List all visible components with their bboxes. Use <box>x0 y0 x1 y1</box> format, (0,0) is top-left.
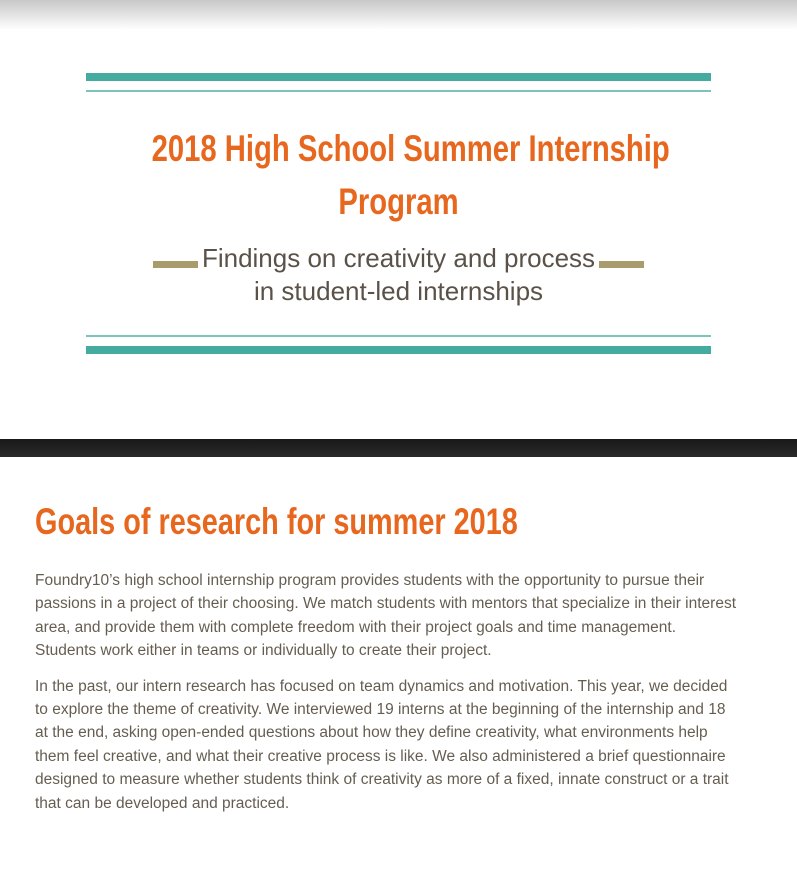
teal-rule-thick-bottom <box>86 346 711 354</box>
document-title-line-2: Program <box>338 181 459 222</box>
subtitle-dash-right <box>599 261 644 268</box>
subtitle-dash-left <box>153 261 198 268</box>
teal-rule-thin-bottom <box>86 335 711 337</box>
teal-rule-thin-top <box>86 90 711 92</box>
toolbar-shadow <box>0 0 797 30</box>
teal-rule-thick-top <box>86 73 711 81</box>
subtitle-row-1 <box>86 242 711 275</box>
body-paragraph-1: Foundry10’s high school internship program provides students with the opportunity to pursue their passions in a project of their choosing. We match students with mentors that specialize in their interest area, and provide them with complete freedom with their project goals and time management. Students work either in teams or individually to create their project. <box>35 572 737 660</box>
document-subtitle <box>86 242 711 308</box>
document-title-line-1: 2018 High School Summer Internship <box>151 128 670 169</box>
body-paragraph-2: In the past, our intern research has focused on team dynamics and motivation. This year, we decided to explore the theme of creativity. We interviewed 19 interns at the beginning of the internship and 18 at the end, asking open-ended questions about how they define creativity, what environments help them feel creative, and what their creative process is like. We also administered a brief questionnaire designed to measure whether students think of creativity as more of a fixed, innate construct or a trait that can be developed and practiced. <box>35 677 729 812</box>
document-title <box>151 122 670 228</box>
cover-bottom-rules <box>86 335 711 354</box>
cover-top-rules <box>86 73 711 92</box>
section-heading: Goals of research for summer 2018 <box>35 501 518 542</box>
page-separator <box>0 439 797 457</box>
subtitle-line-1: Findings on creativity and process <box>201 243 596 273</box>
document-page-2 <box>0 457 797 815</box>
subtitle-line-2: in student-led internships <box>253 276 544 306</box>
